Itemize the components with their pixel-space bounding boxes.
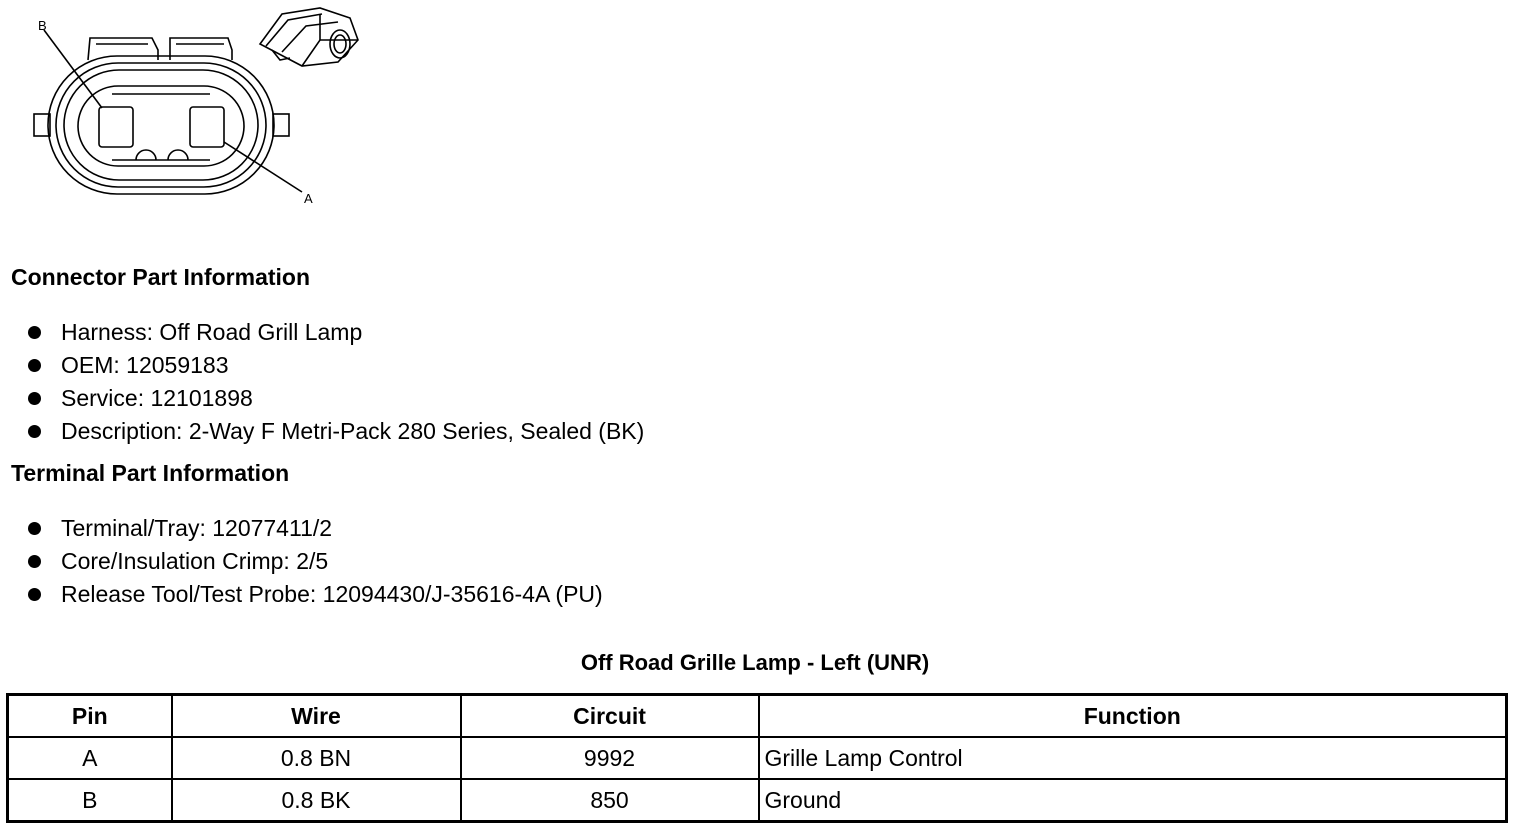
bullet-icon <box>28 555 41 568</box>
pinout-table <box>6 693 1508 823</box>
cell-pin: B <box>8 779 172 822</box>
list-item: OEM: 12059183 <box>28 352 644 385</box>
table-caption: Off Road Grille Lamp - Left (UNR) <box>580 650 930 675</box>
list-item: Release Tool/Test Probe: 12094430/J-35616-4A (PU) <box>28 581 603 614</box>
list-item: Service: 12101898 <box>28 385 644 418</box>
list-item: Core/Insulation Crimp: 2/5 <box>28 548 603 581</box>
cell-pin: A <box>8 737 172 779</box>
cell-function: Ground <box>759 779 1507 822</box>
header-wire: Wire <box>172 695 461 738</box>
bullet-icon <box>28 359 41 372</box>
table-row <box>8 737 1507 779</box>
table-header-row <box>8 695 1507 738</box>
connector-diagram <box>20 0 380 215</box>
header-circuit: Circuit <box>461 695 759 738</box>
cell-function: Grille Lamp Control <box>759 737 1507 779</box>
pin-a-label: A <box>304 191 313 206</box>
list-item: Description: 2-Way F Metri-Pack 280 Series, Sealed (BK) <box>28 418 644 451</box>
table-row <box>8 779 1507 822</box>
list-item: Terminal/Tray: 12077411/2 <box>28 515 603 548</box>
list-item: Harness: Off Road Grill Lamp <box>28 319 644 352</box>
terminal-info-list <box>28 515 603 614</box>
bullet-icon <box>28 522 41 535</box>
bullet-icon <box>28 326 41 339</box>
bullet-icon <box>28 588 41 601</box>
connector-info-list <box>28 319 644 451</box>
bullet-icon <box>28 392 41 405</box>
terminal-part-info-heading: Terminal Part Information <box>11 460 290 486</box>
cell-circuit: 850 <box>461 779 759 822</box>
connector-part-info-heading: Connector Part Information <box>11 264 311 290</box>
header-pin: Pin <box>8 695 172 738</box>
pin-b-label: B <box>38 18 47 33</box>
cell-circuit: 9992 <box>461 737 759 779</box>
cell-wire: 0.8 BK <box>172 779 461 822</box>
header-function: Function <box>759 695 1507 738</box>
bullet-icon <box>28 425 41 438</box>
cell-wire: 0.8 BN <box>172 737 461 779</box>
